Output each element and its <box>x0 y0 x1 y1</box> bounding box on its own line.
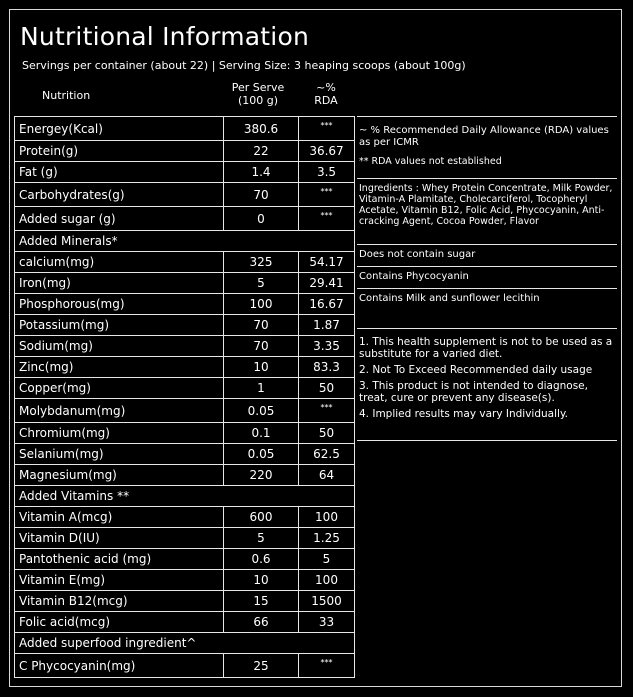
nutrient-name: Copper(mg) <box>15 378 224 399</box>
table-row <box>15 549 355 570</box>
table-row <box>15 141 355 162</box>
nutrient-rda: 33 <box>299 612 355 633</box>
table-row <box>15 444 355 465</box>
nutrient-rda: 64 <box>299 465 355 486</box>
nutrient-rda: 100 <box>299 507 355 528</box>
table-row <box>15 612 355 633</box>
nutrient-value: 66 <box>224 612 299 633</box>
table-row <box>15 654 355 678</box>
table-row <box>15 117 355 141</box>
section-label: Added superfood ingredient^ <box>15 633 355 654</box>
nutrient-rda: 1.87 <box>299 315 355 336</box>
table-row <box>15 423 355 444</box>
nutrient-rda: 1.25 <box>299 528 355 549</box>
nutrient-value: 1.4 <box>224 162 299 183</box>
nutrient-name: Protein(g) <box>15 141 224 162</box>
nutrient-value: 70 <box>224 183 299 207</box>
rda-note-not-established: ** RDA values not established <box>359 156 502 167</box>
nutrient-value: 0.05 <box>224 399 299 423</box>
table-row <box>15 591 355 612</box>
header-rda-line1: ~% <box>316 81 336 94</box>
notes-bottom-rule <box>357 440 617 441</box>
header-rda <box>300 81 352 107</box>
table-row <box>15 315 355 336</box>
note-3: 3. This product is not intended to diagnose, treat, cure or prevent any disease(s). <box>359 380 588 404</box>
page-title: Nutritional Information <box>20 22 309 51</box>
nutrient-rda: *** <box>299 399 355 423</box>
header-rda-line2: RDA <box>314 94 338 107</box>
table-row <box>15 294 355 315</box>
health-notes <box>357 328 617 438</box>
nutrient-rda: 3.35 <box>299 336 355 357</box>
nutrient-name: calcium(mg) <box>15 252 224 273</box>
nutrient-rda: 83.3 <box>299 357 355 378</box>
table-row <box>15 570 355 591</box>
nutrient-name: Energey(Kcal) <box>15 117 224 141</box>
nutrient-rda: 3.5 <box>299 162 355 183</box>
nutrient-name: Folic acid(mcg) <box>15 612 224 633</box>
note-1: 1. This health supplement is not to be used as a substitute for a varied diet. <box>359 336 613 360</box>
nutrient-value: 70 <box>224 315 299 336</box>
nutrient-rda: 54.17 <box>299 252 355 273</box>
nutrient-name: Pantothenic acid (mg) <box>15 549 224 570</box>
nutrient-name: Sodium(mg) <box>15 336 224 357</box>
nutrient-name: C Phycocyanin(mg) <box>15 654 224 678</box>
nutrient-value: 0.05 <box>224 444 299 465</box>
nutrient-value: 10 <box>224 357 299 378</box>
nutrient-name: Potassium(mg) <box>15 315 224 336</box>
nutrient-rda: 62.5 <box>299 444 355 465</box>
nutrient-value: 380.6 <box>224 117 299 141</box>
table-row <box>15 528 355 549</box>
nutrient-name: Carbohydrates(g) <box>15 183 224 207</box>
nutrient-value: 1 <box>224 378 299 399</box>
nutrient-name: Zinc(mg) <box>15 357 224 378</box>
nutrient-rda: *** <box>299 117 355 141</box>
header-per-serve-line2: (100 g) <box>237 94 279 107</box>
table-section-row <box>15 633 355 654</box>
header-nutrition: Nutrition <box>42 89 91 102</box>
nutrient-value: 5 <box>224 273 299 294</box>
nutrient-name: Molybdanum(mg) <box>15 399 224 423</box>
nutrient-value: 25 <box>224 654 299 678</box>
ingredients: Ingredients : Whey Protein Concentrate, Milk Powder, Vitamin-A Plamitate, Cholecarciferol, Tocopheryl Acetate, Vitamin B12, Folic Acid, Phycocyanin, Anti- cracking Agent, Cocoa Powder, Flavor <box>357 178 617 242</box>
nutrient-rda: *** <box>299 183 355 207</box>
table-section-row <box>15 231 355 252</box>
table-row <box>15 507 355 528</box>
section-label: Added Vitamins ** <box>15 486 355 507</box>
nutrient-rda: 100 <box>299 570 355 591</box>
nutrient-name: Magnesium(mg) <box>15 465 224 486</box>
nutrient-rda: 50 <box>299 423 355 444</box>
nutrient-value: 15 <box>224 591 299 612</box>
nutrient-value: 10 <box>224 570 299 591</box>
nutrient-rda: 50 <box>299 378 355 399</box>
nutrient-name: Phosphorous(mg) <box>15 294 224 315</box>
nutrient-value: 220 <box>224 465 299 486</box>
nutrient-name: Iron(mg) <box>15 273 224 294</box>
nutrient-value: 70 <box>224 336 299 357</box>
table-row <box>15 207 355 231</box>
header-per-serve <box>222 81 294 107</box>
rda-notes <box>357 116 617 176</box>
table-row <box>15 336 355 357</box>
sugar-statement: Does not contain sugar <box>357 244 617 264</box>
nutrient-value: 0.1 <box>224 423 299 444</box>
nutrition-table <box>14 116 355 678</box>
nutrient-name: Chromium(mg) <box>15 423 224 444</box>
nutrient-value: 600 <box>224 507 299 528</box>
nutrient-rda: 16.67 <box>299 294 355 315</box>
nutrient-name: Vitamin B12(mcg) <box>15 591 224 612</box>
nutrient-rda: *** <box>299 207 355 231</box>
serving-info: Servings per container (about 22) | Serving Size: 3 heaping scoops (about 100g) <box>22 59 466 72</box>
note-2: 2. Not To Exceed Recommended daily usage <box>359 364 593 376</box>
table-row <box>15 357 355 378</box>
nutrient-name: Vitamin E(mg) <box>15 570 224 591</box>
nutrient-rda: 29.41 <box>299 273 355 294</box>
nutrient-value: 5 <box>224 528 299 549</box>
table-row <box>15 465 355 486</box>
nutrient-rda: 36.67 <box>299 141 355 162</box>
nutrient-name: Selanium(mg) <box>15 444 224 465</box>
nutrient-rda: *** <box>299 654 355 678</box>
table-row <box>15 399 355 423</box>
nutrient-rda: 1500 <box>299 591 355 612</box>
nutrient-value: 325 <box>224 252 299 273</box>
table-row <box>15 273 355 294</box>
nutrient-value: 0.6 <box>224 549 299 570</box>
rda-note-icmr: ~ % Recommended Daily Allowance (RDA) values as per ICMR <box>359 125 609 148</box>
nutrient-value: 22 <box>224 141 299 162</box>
nutrient-name: Vitamin D(IU) <box>15 528 224 549</box>
table-section-row <box>15 486 355 507</box>
note-4: 4. Implied results may vary Individually. <box>359 408 568 420</box>
table-row <box>15 252 355 273</box>
nutrient-name: Fat (g) <box>15 162 224 183</box>
nutrient-rda: 5 <box>299 549 355 570</box>
phycocyanin-statement: Contains Phycocyanin <box>357 266 617 286</box>
nutrient-value: 100 <box>224 294 299 315</box>
allergen-statement: Contains Milk and sunflower lecithin <box>357 288 617 308</box>
nutrient-name: Vitamin A(mcg) <box>15 507 224 528</box>
table-row <box>15 162 355 183</box>
table-row <box>15 378 355 399</box>
header-per-serve-line1: Per Serve <box>231 81 285 94</box>
table-row <box>15 183 355 207</box>
nutrient-name: Added sugar (g) <box>15 207 224 231</box>
nutrient-value: 0 <box>224 207 299 231</box>
section-label: Added Minerals* <box>15 231 355 252</box>
